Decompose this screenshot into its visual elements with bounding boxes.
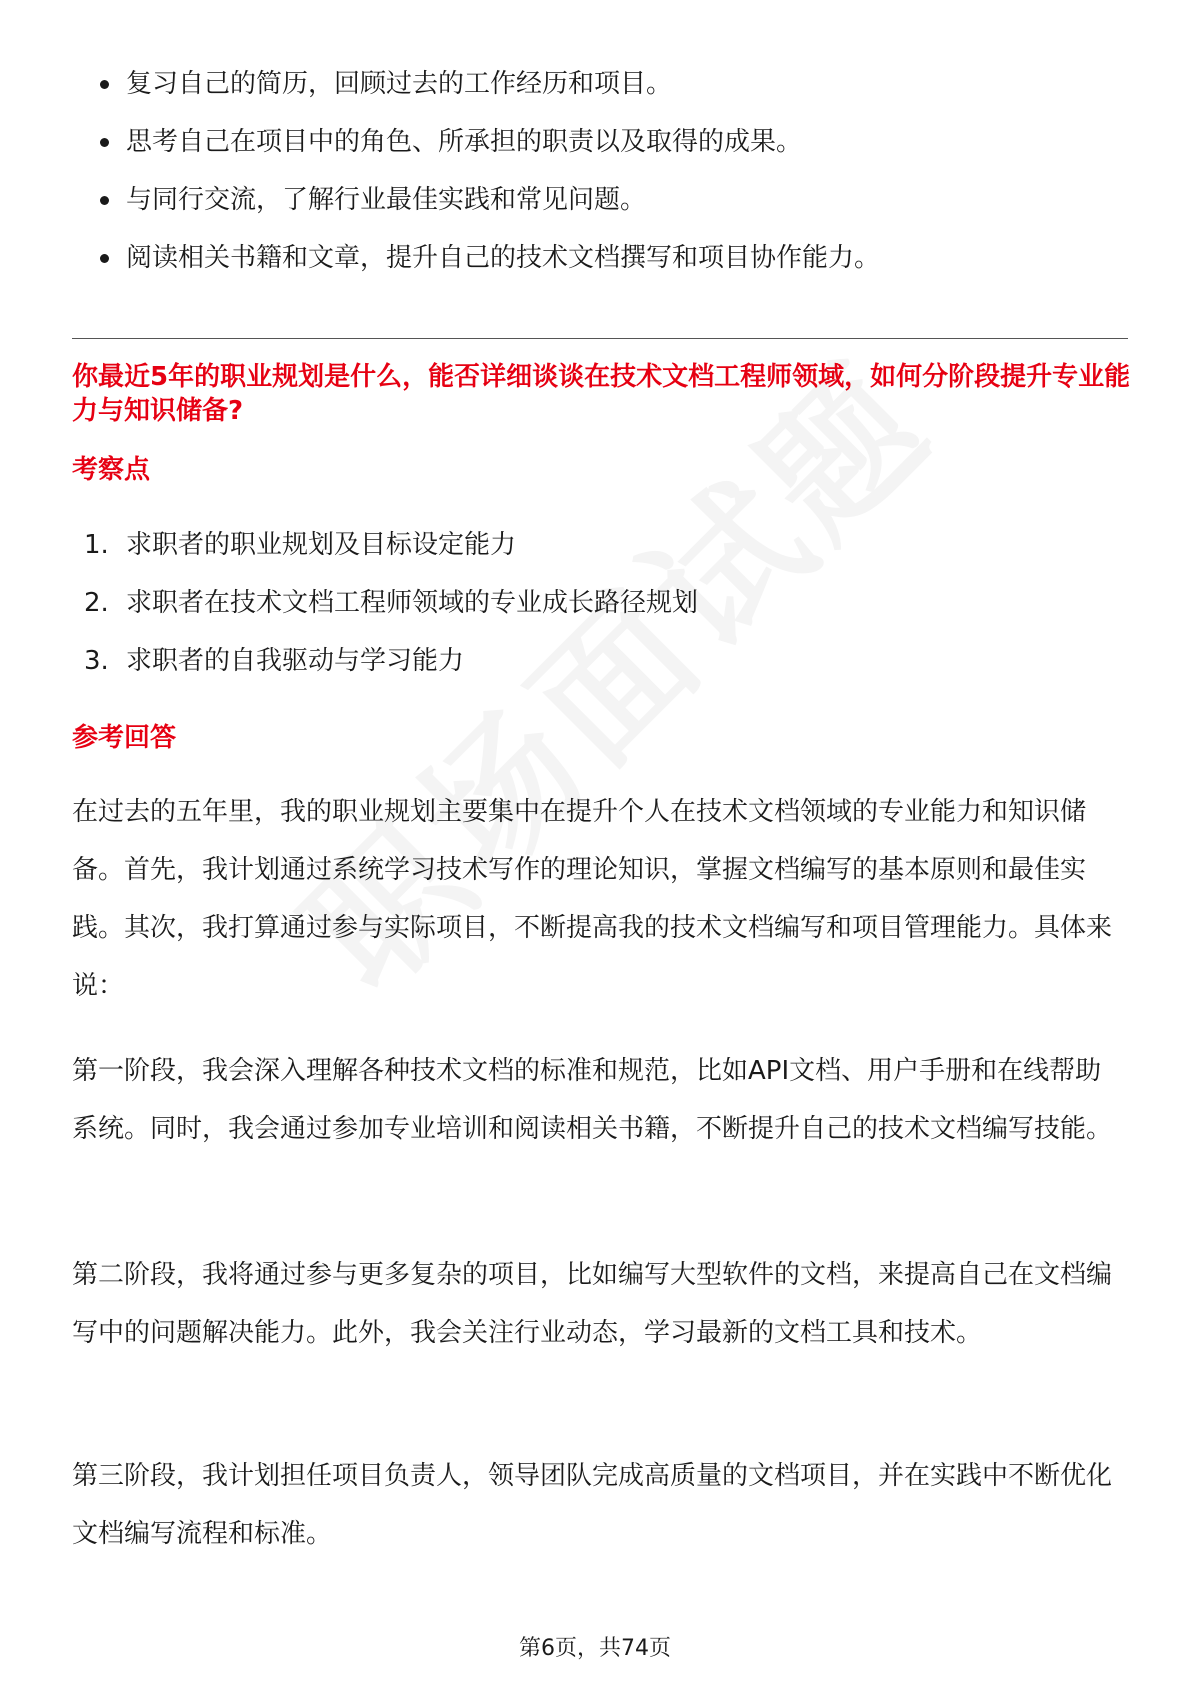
point-item xyxy=(84,632,698,690)
point-item xyxy=(84,516,698,574)
bullet-item: 阅读相关书籍和文章，提升自己的技术文档撰写和项目协作能力。 xyxy=(100,229,1120,287)
bullet-item: 复习自己的简历，回顾过去的工作经历和项目。 xyxy=(100,55,1120,113)
points-list xyxy=(84,516,698,690)
answer-paragraph: 在过去的五年里，我的职业规划主要集中在提升个人在技术文档领域的专业能力和知识储备。首先，我计划通过系统学习技术写作的理论知识，掌握文档编写的基本原则和最佳实践。其次，我打算通过参与实际项目，不断提高我的技术文档编写和项目管理能力。具体来说： xyxy=(72,797,1113,1001)
point-number: 1. xyxy=(84,530,109,560)
point-number: 3. xyxy=(84,646,109,676)
bullet-list xyxy=(100,55,1120,287)
point-text: 求职者在技术文档工程师领域的专业成长路径规划 xyxy=(126,588,699,618)
point-item xyxy=(84,574,698,632)
question-heading: 你最近5年的职业规划是什么，能否详细谈谈在技术文档工程师领域，如何分阶段提升专业能力与知识储备? xyxy=(72,362,1131,426)
bullet-item: 思考自己在项目中的角色、所承担的职责以及取得的成果。 xyxy=(100,113,1120,171)
point-number: 2. xyxy=(84,588,109,618)
point-text: 求职者的自我驱动与学习能力 xyxy=(126,646,465,676)
answer-paragraph: 第二阶段，我将通过参与更多复杂的项目，比如编写大型软件的文档，来提高自己在文档编写中的问题解决能力。此外，我会关注行业动态，学习最新的文档工具和技术。 xyxy=(72,1260,1113,1348)
section-divider xyxy=(72,338,1128,339)
bullet-item: 与同行交流，了解行业最佳实践和常见问题。 xyxy=(100,171,1120,229)
page-footer: 第6页，共74页 xyxy=(519,1636,671,1661)
answer-paragraph: 第一阶段，我会深入理解各种技术文档的标准和规范，比如API文档、用户手册和在线帮助系统。同时，我会通过参加专业培训和阅读相关书籍，不断提升自己的技术文档编写技能。 xyxy=(72,1056,1113,1144)
answer-paragraph: 第三阶段，我计划担任项目负责人，领导团队完成高质量的文档项目，并在实践中不断优化文档编写流程和标准。 xyxy=(72,1461,1113,1549)
answer-title: 参考回答 xyxy=(72,723,177,753)
point-text: 求职者的职业规划及目标设定能力 xyxy=(126,530,517,560)
points-title: 考察点 xyxy=(72,455,151,485)
